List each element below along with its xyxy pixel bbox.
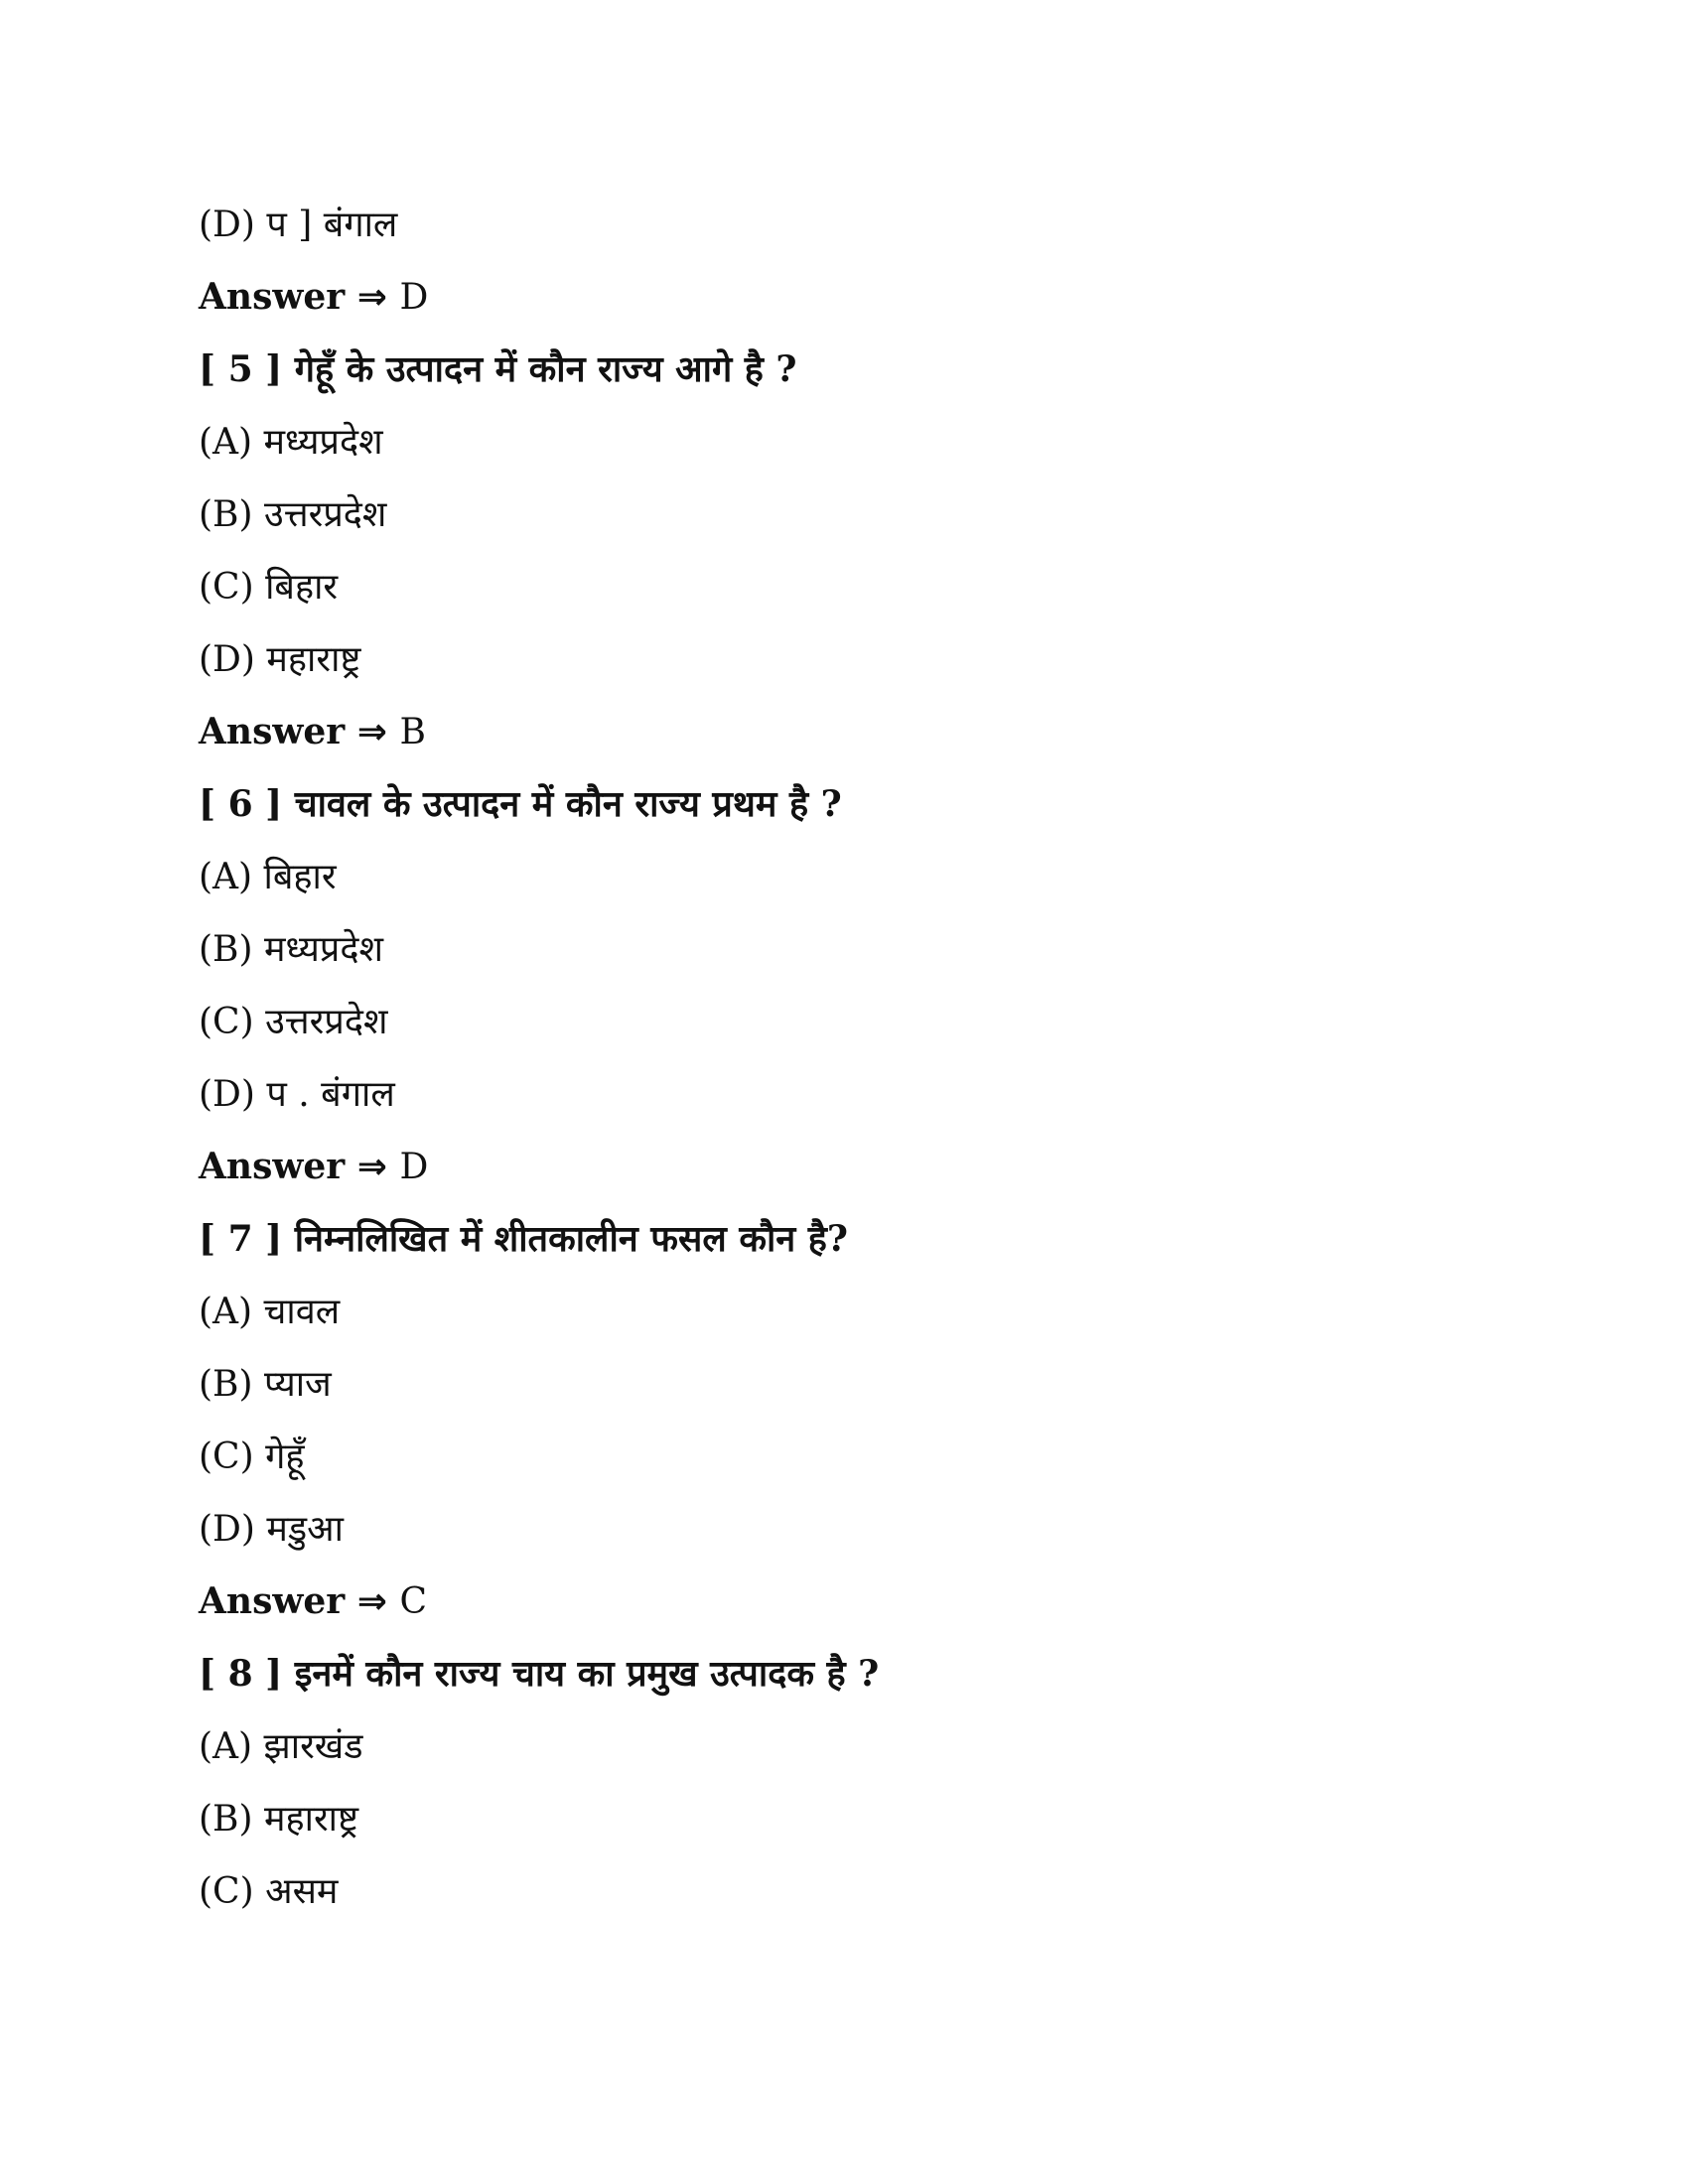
- answer-label: Answer: [199, 276, 346, 318]
- answer-label: Answer: [199, 1580, 346, 1622]
- option-line: (B) प्याज: [199, 1364, 332, 1405]
- answer-label: Answer: [199, 711, 346, 752]
- answer-line: [199, 1566, 1489, 1638]
- option-line: (A) चावल: [199, 1292, 341, 1332]
- option-line: (C) बिहार: [199, 567, 339, 608]
- option-line: (C) गेहूँ: [199, 1436, 305, 1477]
- question-line: [ 8 ] इनमें कौन राज्य चाय का प्रमुख उत्पादक है ?: [199, 1653, 880, 1695]
- question-line: [ 5 ] गेहूँ के उत्पादन में कौन राज्य आगे है ?: [199, 348, 797, 390]
- option-line: (D) प . बंगाल: [199, 1074, 395, 1115]
- answer-line: [199, 261, 1489, 334]
- question-line: [ 7 ] निम्नलिखित में शीतकालीन फसल कौन है?: [199, 1218, 849, 1260]
- option-line: (D) मडुआ: [199, 1509, 344, 1550]
- option-line: (D) प ] बंगाल: [199, 205, 398, 245]
- answer-line: [199, 1131, 1489, 1203]
- answer-arrow-icon: ⇒: [356, 1147, 387, 1187]
- option-line: (C) असम: [199, 1871, 339, 1912]
- option-line: (B) उत्तरप्रदेश: [199, 494, 387, 535]
- question-line: [ 6 ] चावल के उत्पादन में कौन राज्य प्रथम है ?: [199, 783, 842, 825]
- answer-arrow-icon: ⇒: [356, 712, 387, 752]
- option-line: (D) महाराष्ट्र: [199, 639, 361, 680]
- answer-value: D: [399, 277, 429, 318]
- answer-label: Answer: [199, 1146, 346, 1187]
- answer-line: [199, 696, 1489, 768]
- option-line: (A) झारखंड: [199, 1726, 363, 1767]
- answer-arrow-icon: ⇒: [356, 277, 387, 318]
- option-line: (C) उत्तरप्रदेश: [199, 1002, 388, 1042]
- option-line: (B) महाराष्ट्र: [199, 1799, 359, 1840]
- option-line: (B) मध्यप्रदेश: [199, 929, 384, 970]
- option-line: (A) बिहार: [199, 857, 337, 897]
- answer-value: D: [399, 1147, 429, 1187]
- document-page: [199, 189, 1489, 1928]
- option-line: (A) मध्यप्रदेश: [199, 422, 383, 463]
- answer-value: C: [399, 1581, 428, 1622]
- answer-value: B: [399, 712, 426, 752]
- answer-arrow-icon: ⇒: [356, 1581, 387, 1622]
